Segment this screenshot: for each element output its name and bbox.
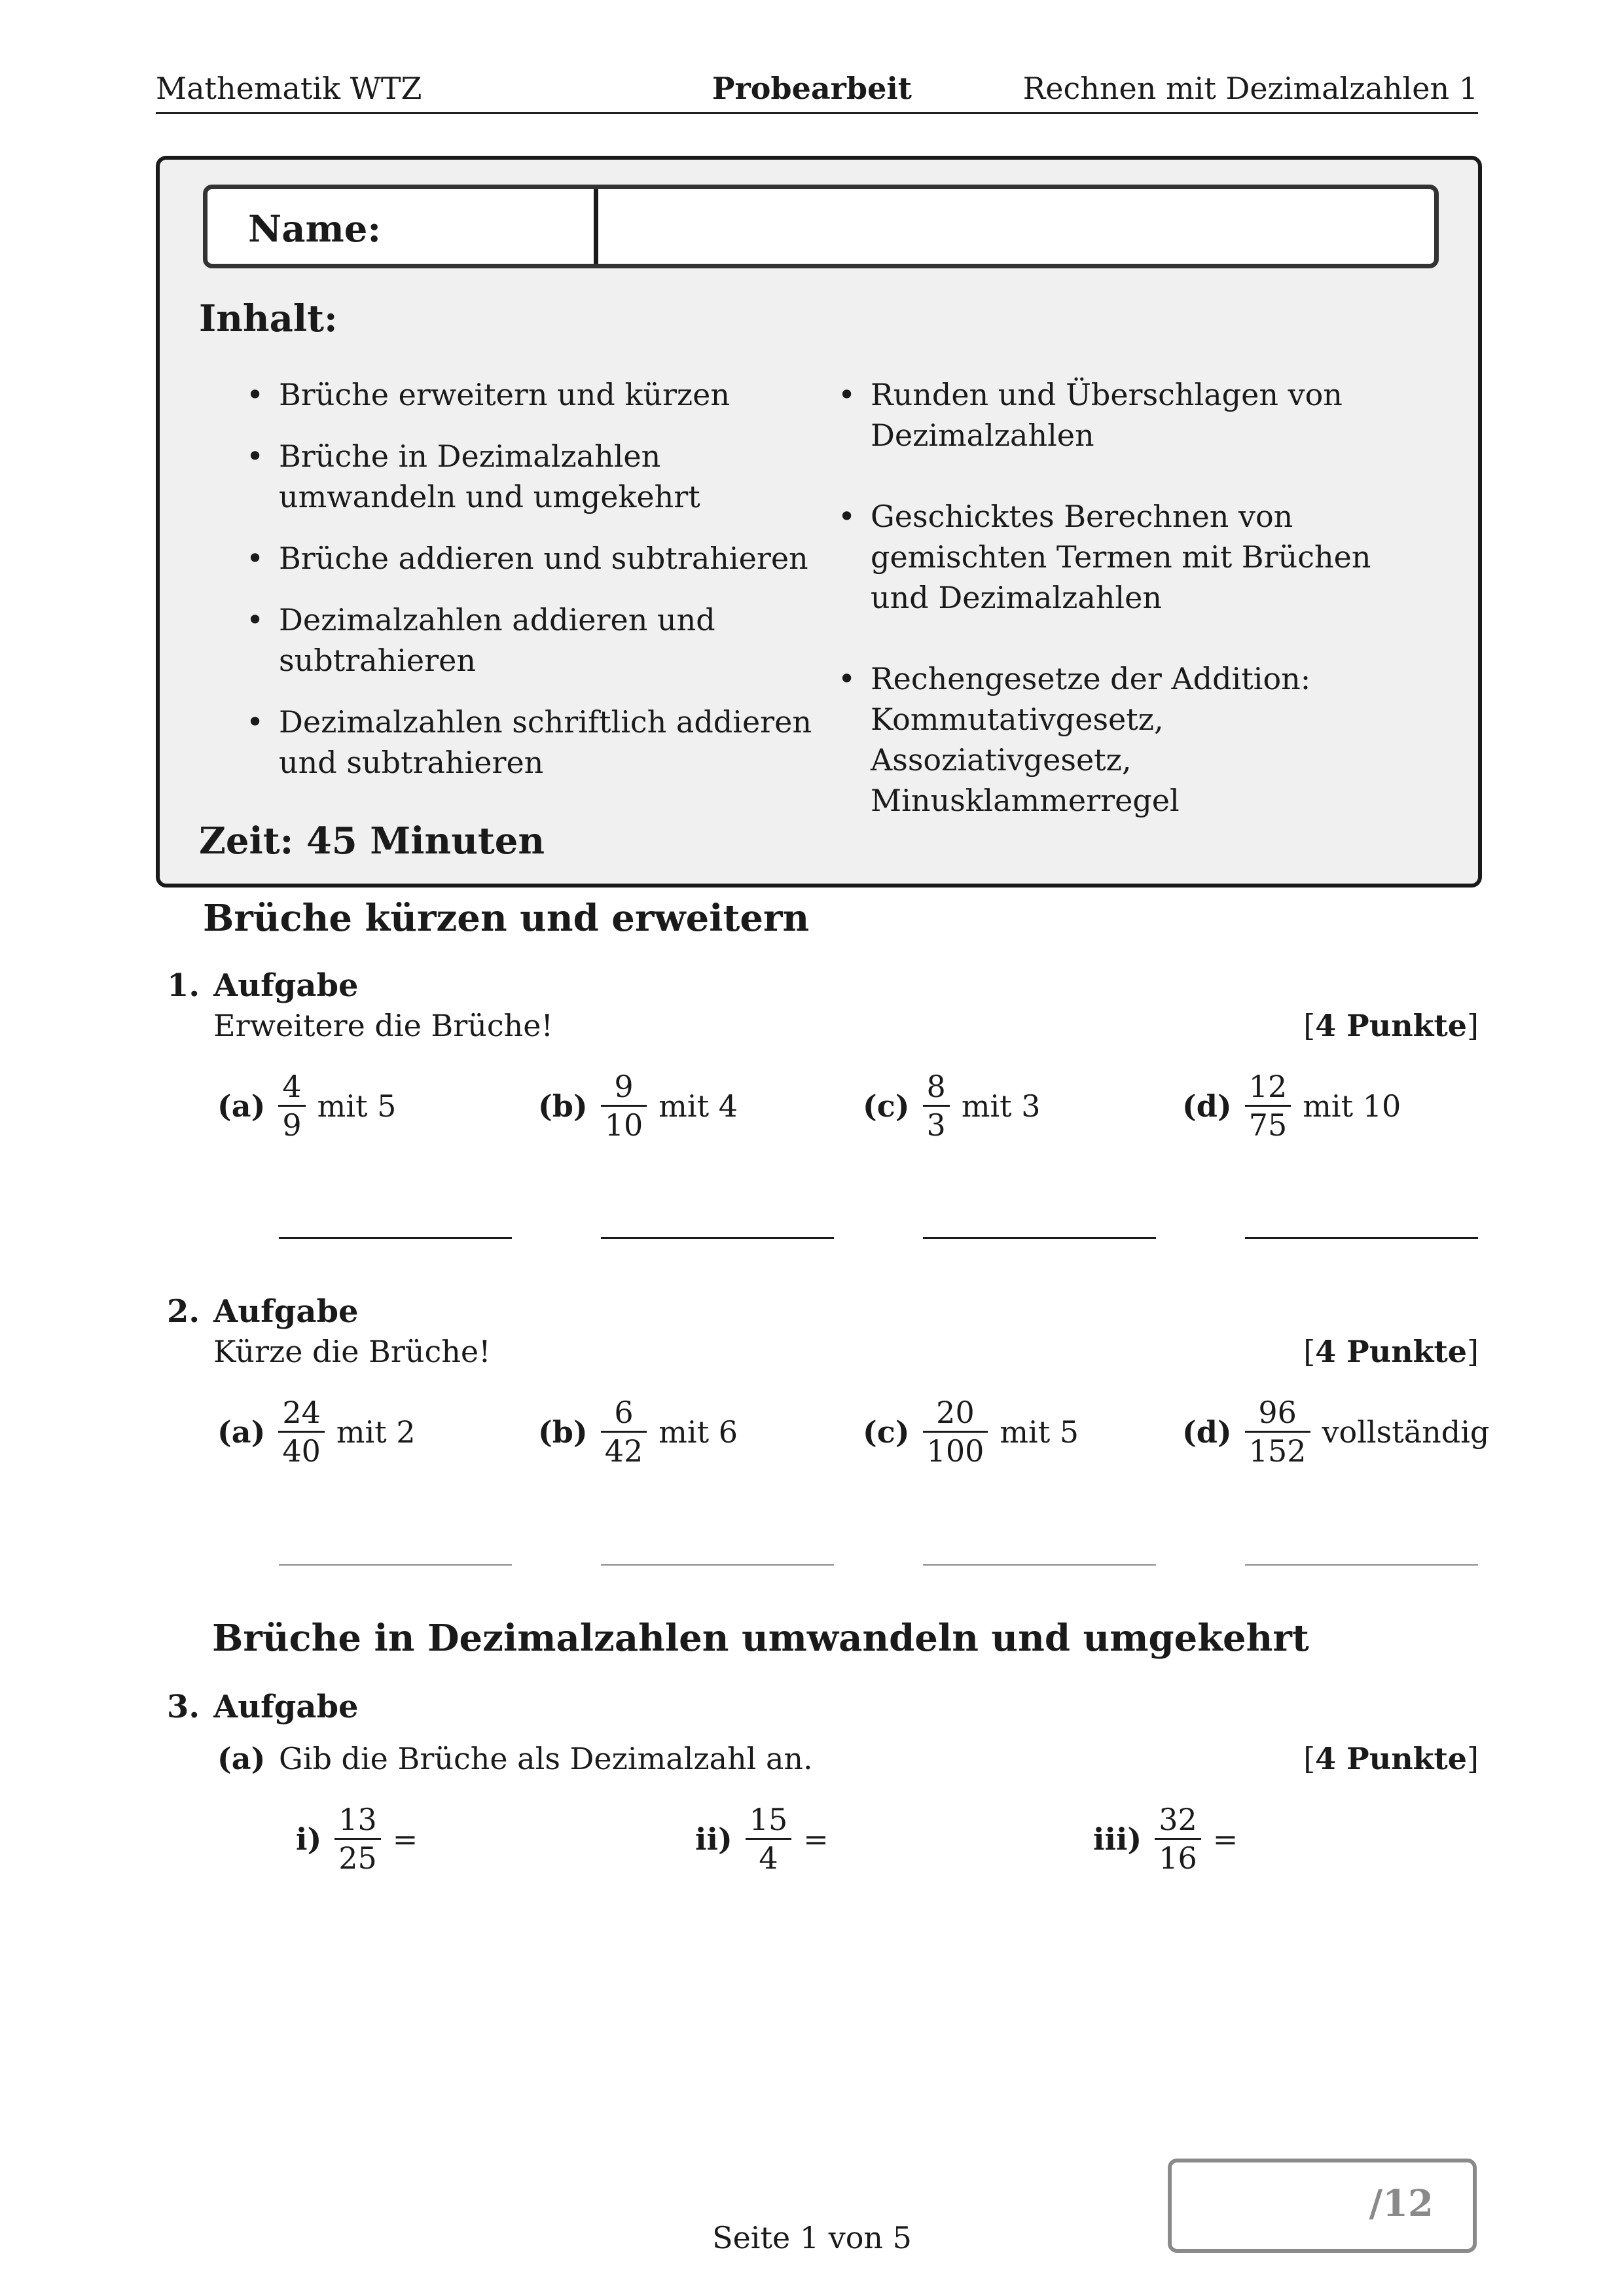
time-limit: Zeit: 45 Minuten [199, 819, 545, 863]
task-number: 3. [167, 1689, 200, 1725]
task-item: (c) $\frac{20}{100}$ mit 5 [863, 1395, 1079, 1469]
list-item: • Dezimalzahlen schriftlich addieren und subtrahieren [246, 702, 822, 783]
header-subject: Mathematik WTZ [156, 71, 422, 106]
section-title: Brüche in Dezimalzahlen umwandeln und umgekehrt [212, 1617, 1309, 1660]
contents-right-column [838, 374, 1427, 842]
header-title: Probearbeit [712, 71, 912, 106]
name-label: Name: [248, 207, 382, 251]
answer-line[interactable] [923, 1564, 1156, 1566]
list-item: • Brüche in Dezimalzahlen umwandeln und umgekehrt [246, 436, 822, 517]
list-item: • Runden und Überschlagen von Dezimalzahlen [838, 374, 1427, 456]
name-divider [594, 189, 598, 264]
answer-line[interactable] [279, 1564, 512, 1566]
fraction: $\frac{32}{16}$ [1155, 1801, 1201, 1876]
page-number: Seite 1 von 5 [712, 2220, 912, 2255]
answer-line[interactable] [923, 1237, 1156, 1239]
contents-left-column [246, 374, 822, 804]
fraction: $\frac{4}{9}$ [278, 1068, 305, 1143]
list-item: • Geschicktes Berechnen von gemischten Termen mit Brüchen und Dezimalzahlen [838, 496, 1427, 618]
task-item: (c) $\frac{8}{3}$ mit 3 [863, 1069, 1041, 1143]
task-points: [4 Punkte] [1303, 1008, 1479, 1043]
contents-heading: Inhalt: [199, 297, 338, 340]
task-item: (b) $\frac{9}{10}$ mit 4 [538, 1069, 738, 1143]
fraction: $\frac{13}{25}$ [334, 1801, 381, 1876]
task-number: 2. [167, 1293, 200, 1330]
task-item: ii) $\frac{15}{4}$ = [695, 1802, 829, 1876]
task-item: (d) $\frac{12}{75}$ mit 10 [1182, 1069, 1401, 1143]
header-rule [156, 112, 1478, 114]
list-item: • Dezimalzahlen addieren und subtrahieren [246, 600, 822, 681]
task-instruction: Gib die Brüche als Dezimalzahl an. [279, 1741, 813, 1776]
score-total: /12 [1369, 2182, 1434, 2225]
fraction: $\frac{96}{152}$ [1245, 1394, 1310, 1469]
task-item: i) $\frac{13}{25}$ = [296, 1802, 418, 1876]
task-item: (a) $\frac{4}{9}$ mit 5 [217, 1069, 397, 1143]
fraction: $\frac{15}{4}$ [746, 1801, 792, 1876]
task-points: [4 Punkte] [1303, 1741, 1479, 1776]
subtask-label: (a) [217, 1741, 266, 1776]
fraction: $\frac{6}{42}$ [601, 1394, 647, 1469]
fraction: $\frac{8}{3}$ [923, 1068, 950, 1143]
fraction: $\frac{12}{75}$ [1245, 1068, 1291, 1143]
header-topic: Rechnen mit Dezimalzahlen 1 [1022, 71, 1478, 106]
task-title: Aufgabe [213, 1689, 359, 1725]
list-item: • Brüche erweitern und kürzen [246, 374, 822, 415]
task-instruction: Erweitere die Brüche! [213, 1008, 553, 1043]
fraction: $\frac{24}{40}$ [278, 1394, 325, 1469]
name-field-box[interactable] [203, 185, 1439, 268]
task-item: (b) $\frac{6}{42}$ mit 6 [538, 1395, 738, 1469]
task-instruction: Kürze die Brüche! [213, 1334, 491, 1369]
task-points: [4 Punkte] [1303, 1334, 1479, 1369]
answer-line[interactable] [601, 1564, 834, 1566]
fraction: $\frac{20}{100}$ [923, 1394, 988, 1469]
task-item: (a) $\frac{24}{40}$ mit 2 [217, 1395, 416, 1469]
list-item: • Brüche addieren und subtrahieren [246, 538, 822, 579]
answer-line[interactable] [601, 1237, 834, 1239]
info-box [156, 156, 1482, 888]
list-item: • Rechengesetze der Addition: Kommutativgesetz, Assoziativgesetz, Minusklammerregel [838, 658, 1427, 821]
task-item: (d) $\frac{96}{152}$ vollständig [1182, 1395, 1490, 1469]
answer-line[interactable] [279, 1237, 512, 1239]
fraction: $\frac{9}{10}$ [601, 1068, 647, 1143]
task-item: iii) $\frac{32}{16}$ = [1093, 1802, 1238, 1876]
task-number: 1. [167, 967, 200, 1004]
answer-line[interactable] [1245, 1237, 1478, 1239]
answer-line[interactable] [1245, 1564, 1478, 1566]
section-title: Brüche kürzen und erweitern [203, 897, 810, 940]
task-title: Aufgabe [213, 1293, 359, 1330]
task-title: Aufgabe [213, 967, 359, 1004]
